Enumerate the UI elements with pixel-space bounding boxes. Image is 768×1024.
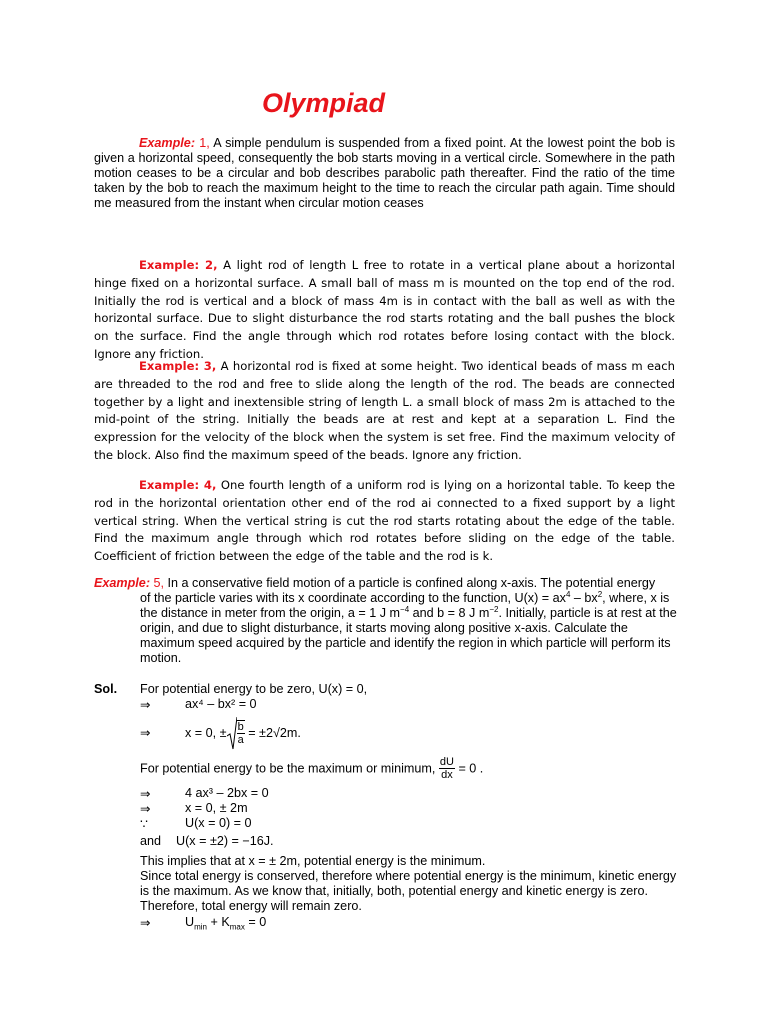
solution-label: Sol. [94,682,118,696]
implies-icon: ⇒ [140,787,151,801]
example-2-label: Example: 2, [139,258,218,272]
solution-line-8: U(x = ±2) = −16J. [176,834,274,848]
solution-line-5: 4 ax³ – 2bx = 0 [185,786,269,800]
solution-line-3: x = 0, ± $\frac{b}{a}$ = ±2√2m. [185,716,301,750]
example-1-text: A simple pendulum is suspended from a fixed point. At the lowest point the bob is given a horizontal speed, consequently the bob starts moving in a vertical circle. Somewhere in the path motion ceases to be a circular and bob describes parabolic path thereafter. Find the ratio of the time taken by the bob to reach the maximum height to the time to reach the circular path again. Time should me measured from the instant when circular motion ceases [94,136,675,210]
radical-sign-icon [227,716,237,750]
example-3 [94,358,675,465]
example-3-label: Example: 3, [139,359,217,373]
example-5-first-line: In a conservative field motion of a particle is confined along x-axis. The potential energy [164,576,656,590]
example-4 [94,477,675,566]
example-5-text: of the particle varies with its x coordinate according to the function, $U(x) = ax^4 - bx^2$, where, x is the distance in meter from the origin, a = 1 J $m^{-4}$ and b = 8 J $m^{-2}$. Initially, particle is at rest at the origin, and due to slight disturbance, it starts moving along positive x-axis. Calculate the maximum speed acquired by the particle and identify the region in which particle will perform its motion. [140,589,677,665]
and-label: and [140,834,162,848]
square-root: $\frac{b}{a}$ [227,716,245,750]
solution-line-7: U(x = 0) = 0 [185,816,252,830]
example-5-heading: Example: 5, In a conservative field motion of a particle is confined along x-axis. The potential energy [94,576,656,590]
example-5-label: Example [94,576,146,590]
solution-line-1: For potential energy to be zero, U(x) = 0, [140,682,368,696]
example-1-label: Example [139,136,191,150]
example-2 [94,257,675,364]
solution-line-9: This implies that at x = ± 2m, potential energy is the minimum. [140,854,486,868]
because-icon: ∵ [140,817,149,831]
implies-icon: ⇒ [140,726,151,740]
example-4-label: Example: 4, [139,478,217,492]
solution-line-4: For potential energy to be the maximum or minimum, $\frac{dU}{dx}$ = 0 . [140,756,484,781]
example-4-text: One fourth length of a uniform rod is lying on a horizontal table. To keep the rod in the horizontal orientation other end of the rod ai connected to a fixed support by a light vertical string. When the vertical string is cut the rod starts rotating about the edge of the table. Find the maximum angle through which rod rotates before sliding on the edge of the table. Coefficient of friction between the edge of the table and the rod is k. [94,478,675,564]
example-3-text: A horizontal rod is fixed at some height. Two identical beads of mass m each are threaded to the rod and free to slide along the length of the rod. The beads are connected together by a light and inextensible string of length L. a small block of mass 2m is attached to the mid-point of the string. Initially the beads are at rest and kept at a separation L. Find the expression for the velocity of the block when the system is set free. Find the maximum velocity of the block. Also find the maximum speed of the beads. Ignore any friction. [94,359,675,462]
implies-icon: ⇒ [140,698,151,712]
solution-line-6: x = 0, ± 2m [185,801,248,815]
implies-icon: ⇒ [140,802,151,816]
example-1-number: 1, [199,136,210,150]
example-5-number: 5, [153,576,165,590]
implies-icon: ⇒ [140,916,151,930]
example-2-text: A light rod of length L free to rotate in a vertical plane about a horizontal hinge fixed on a horizontal surface. A small ball of mass m is mounted on the top end of the rod. Initially the rod is vertical and a block of mass 4m is in contact with the ball as well as with the horizontal surface. Due to slight disturbance the rod starts rotating and the ball pushes the block on the surface. Find the angle through which rod rotates before losing contact with the block. Ignore any friction. [94,258,675,361]
du-dx-fraction: $\frac{dU}{dx}$ [439,756,454,781]
solution-line-11: $U_{min} + K_{max} = 0$ [185,915,267,932]
example-1: Example: 1, A simple pendulum is suspended from a fixed point. At the lowest point the bob is given a horizontal speed, consequently the bob starts moving in a vertical circle. Somewhere in the path motion ceases to be a circular and bob describes parabolic path thereafter. Find the ratio of the time taken by the bob to reach the maximum height to the time to reach the circular path again. Time should me measured from the instant when circular motion ceases [94,136,675,210]
solution-line-2: ax⁴ – bx² = 0 [185,697,257,711]
page-title: Olympiad [262,88,386,118]
solution-line-10: Since total energy is conserved, therefore where potential energy is the minimum, kinetic energy is the maximum. As we know that, initially, both, potential energy and kinetic energy is zero. Therefore, total energy will remain zero. [140,869,677,913]
